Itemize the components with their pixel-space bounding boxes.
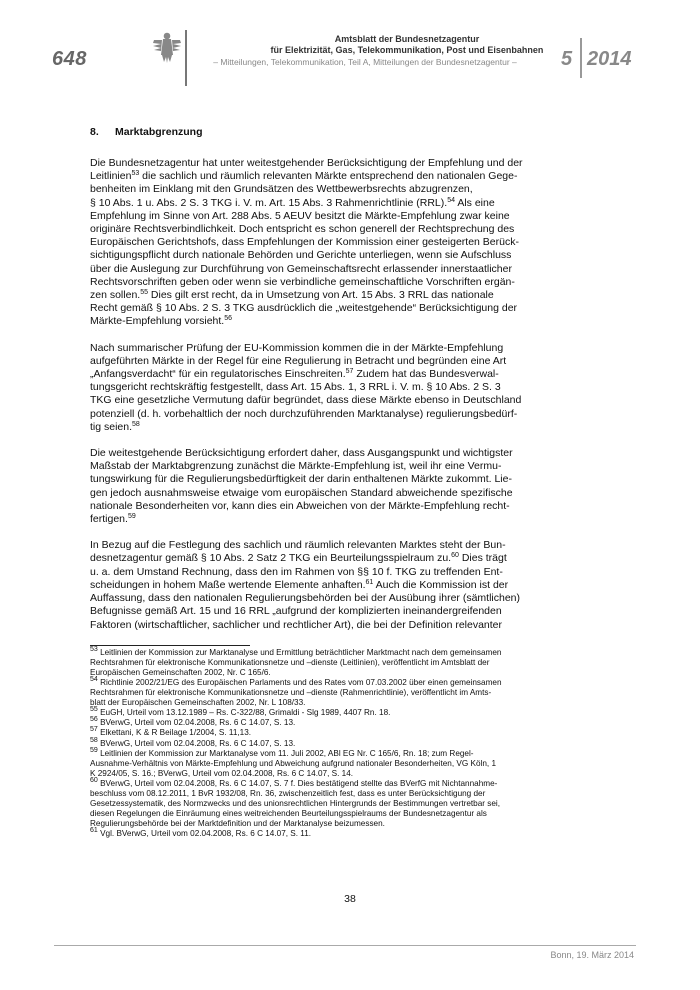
footnote-ref: 55	[140, 289, 148, 297]
paragraph-line: originäre Rechtsverbindlichkeit. Doch entspricht es schon generell der Rechtsprechung des	[90, 223, 515, 236]
footnote	[90, 829, 590, 839]
paragraph-line: u. a. dem Umstand Rechnung, dass den im Rahmen von §§ 10 f. TKG zu treffenden Ent-	[90, 565, 503, 578]
issue-year: 2014	[587, 48, 632, 70]
paragraph-line: Auffassung, dass den nationalen Regulierungsbehörden bei der Ausübung ihrer (sämtlichen)	[90, 592, 521, 605]
footnote	[90, 736, 590, 749]
body-text	[90, 157, 590, 632]
paragraph-line: § 10 Abs. 1 u. Abs. 2 S. 3 TKG i. V. m. Art. 15 Abs. 3 Rahmenrichtlinie (RRL).$^{54}$ Als eine	[90, 196, 495, 209]
footer-date: Bonn, 19. März 2014	[550, 950, 634, 960]
paragraph-line: Faktoren (wirtschaftlicher, sachlicher und rechtlicher Art), die bei der Definition relevanter	[90, 618, 503, 631]
paragraph	[90, 539, 590, 631]
paragraph-line: TKG eine gesetzliche Vermutung dafür begründet, dass diese Märkte ebenso in Deutschland	[90, 394, 522, 407]
footnote-line: Regulierungsbehörde bei der Marktdefinition und der Marktanalyse beizumessen.	[90, 819, 385, 829]
footnote-line: $^{60}$ BVerwG, Urteil vom 02.04.2008, Rs. 6 C 14.07, S. 7 f. Dies bestätigend stellte das BVerfG mit Nichtannahme-	[90, 776, 498, 788]
section-title: Marktabgrenzung	[115, 126, 203, 138]
footnote-line: K 2924/05, S. 16.; BVerwG, Urteil vom 02.04.2008, Rs. 6 C 14.07, S. 14.	[90, 768, 354, 778]
paragraph-line: Recht gemäß § 10 Abs. 2 S. 3 TKG ausdrücklich die „weitestgehende“ Berücksichtigung der	[90, 302, 518, 315]
footnote	[90, 746, 590, 779]
footnote-ref: 61	[90, 827, 98, 835]
footnote	[90, 708, 590, 718]
publication-title-line-1: Amtsblatt der Bundesnetzagentur	[334, 34, 480, 44]
footnote-line: $^{58}$ BVerwG, Urteil vom 02.04.2008, Rs. 6 C 14.07, S. 13.	[90, 736, 296, 748]
paragraph-line: zen sollen.$^{55}$ Dies gilt erst recht, da in Umsetzung von Art. 15 Abs. 3 RRL das nationale	[90, 289, 494, 302]
section-number: 8.	[90, 126, 99, 138]
section-heading	[90, 126, 590, 138]
paragraph-line: über die Auslegung zur Durchführung von Gemeinschaftsrecht erlassender innerstaatlicher	[90, 262, 512, 275]
paragraph-line: scheidungen in hohem Maße wertende Elemente anhaften.$^{61}$ Auch die Kommission ist der	[90, 578, 509, 591]
footnote-ref: 56	[90, 716, 98, 724]
footnote-line: diesen Regelungen die Einräumung eines weitreichenden Beurteilungsspielraums der Bundesnetzagentur als	[90, 809, 487, 819]
footnote-line: Gesetzessystematik, des Normzwecks und des unionsrechtlichen Hintergrunds der Bestimmungen vertretbar sei,	[90, 799, 501, 809]
paragraph	[90, 342, 590, 434]
paragraph-line: Europäischen Gerichtshofs, dass Empfehlungen der Kommission einer gesteigerten Berück-	[90, 236, 519, 249]
footnote-separator	[90, 645, 250, 646]
paragraph	[90, 157, 590, 329]
paragraph-line: Nach summarischer Prüfung der EU-Kommission kommen die in der Märkte-Empfehlung	[90, 341, 504, 354]
footnote-line: blatt der Europäischen Gemeinschaften 2002, Nr. L 108/33.	[90, 698, 306, 708]
publication-subtitle: – Mitteilungen, Telekommunikation, Teil A, Mitteilungen der Bundesnetzagentur –	[213, 57, 517, 67]
footnote-ref: 61	[365, 578, 374, 586]
main-content	[90, 126, 590, 839]
paragraph-line: Empfehlung im Sinne von Art. 288 Abs. 5 AEUV besitzt die Märkte-Empfehlung zwar keine	[90, 209, 510, 222]
footnote-line: beschluss vom 08.12.2011, 1 BvR 1932/08, Rn. 36, zwischenzeitlich fest, dass es unter Berücksichtigung der	[90, 789, 486, 799]
paragraph-line: sichtigungspflicht durch nationale Behörden und Gerichte unterliegen, wenn sie Aufschluss	[90, 249, 512, 262]
paragraph-line: Leitlinien$^{53}$ die sachlich und räumlich relevanten Märkte entsprechend den nationalen Gege-	[90, 170, 518, 183]
footnote-ref: 53	[90, 645, 98, 653]
paragraph-line: fertigen.$^{59}$	[90, 513, 136, 526]
footnote-line: Rechtsrahmen für elektronische Kommunikationsnetze und –dienste (Leitlinien), veröffentlicht im Amtsblatt der	[90, 657, 490, 667]
footnote-ref: 54	[447, 196, 455, 204]
federal-eagle-icon	[150, 30, 184, 66]
footnote	[90, 675, 590, 708]
publication-title-line-2: für Elektrizität, Gas, Telekommunikation, Post und Eisenbahnen	[270, 45, 544, 55]
footnote-ref: 57	[345, 368, 354, 376]
paragraph-line: tungswirkung für die Regulierungsbedürftigkeit der darin enthaltenen Märkte zukommt. Lie-	[90, 473, 512, 486]
paragraph-line: benheiten im Einklang mit den Grundsätzen des Wettbewerbsrechts abzugrenzen,	[90, 183, 473, 196]
paragraph-line: desnetzagentur gemäß § 10 Abs. 2 Satz 2 TKG ein Beurteilungsspielraum zu.$^{60}$ Dies trägt	[90, 552, 507, 565]
footnote-line: Rechtsrahmen für elektronische Kommunikationsnetze und –dienste (Rahmenrichtlinie), veröffentlicht im Amts-	[90, 688, 492, 698]
footnote-ref: 55	[90, 706, 98, 714]
paragraph-line: Befugnisse gemäß Art. 15 und 16 RRL „aufgrund der komplizierten ineinandergreifenden	[90, 605, 502, 618]
paragraph-line: aufgeführten Märkte in der Regel für eine Regulierung in Betracht und begründen eine Art	[90, 354, 507, 367]
footnote-ref: 59	[127, 513, 136, 521]
footnote-ref: 60	[451, 552, 459, 560]
footnote-line: $^{57}$ Elkettani, K & R Beilage 1/2004, S. 11,13.	[90, 726, 252, 738]
paragraph-line: Märkte-Empfehlung vorsieht.$^{56}$	[90, 315, 233, 328]
footnote-line: Ausnahme-Verhältnis von Märkte-Empfehlung und Abweichung aufgrund nationaler Besonderheiten, VG Köln, 1	[90, 758, 496, 768]
paragraph-line: Die Bundesnetzagentur hat unter weitestgehender Berücksichtigung der Empfehlung und der	[90, 157, 523, 169]
footnote-line: $^{61}$ Vgl. BVerwG, Urteil vom 02.04.2008, Rs. 6 C 14.07, S. 11.	[90, 827, 312, 839]
footnote	[90, 776, 590, 829]
footnote-ref: 60	[90, 776, 98, 784]
footnote	[90, 645, 590, 678]
footnote-ref: 53	[131, 170, 140, 178]
footnote-line: $^{54}$ Richtlinie 2002/21/EG des Europäischen Parlaments und des Rates vom 07.03.2002 über einen gemeinsamen	[90, 675, 502, 687]
paragraph-line: tungsgericht rechtskräftig festgestellt, dass Art. 15 Abs. 1, 3 RRL i. V. m. § 10 Abs. 2 S. 3	[90, 381, 501, 394]
paragraph-line: „Anfangsverdacht“ für ein regulatorisches Einschreiten.$^{57}$ Zudem hat das Bundesverwal-	[90, 368, 499, 381]
footnote-ref: 56	[224, 315, 233, 323]
page-number: 648	[52, 48, 87, 70]
paragraph-line: Die weitestgehende Berücksichtigung erfordert daher, dass Ausgangspunkt und wichtigster	[90, 447, 513, 460]
footnote-line: Europäischen Gemeinschaften 2002, Nr. C 165/6.	[90, 667, 271, 677]
footnote	[90, 728, 590, 738]
footnote-ref: 54	[90, 675, 98, 683]
folio-number: 38	[344, 893, 356, 905]
paragraph-line: In Bezug auf die Festlegung des sachlich und räumlich relevanten Marktes steht der Bun-	[90, 539, 506, 552]
footnotes	[90, 645, 590, 840]
paragraph-line: Maßstab der Marktabgrenzung zunächst die Märkte-Empfehlung ist, weil ihr eine Vermu-	[90, 460, 502, 473]
footnote-line: $^{55}$ EuGH, Urteil vom 13.12.1989 – Rs. C-322/88, Grimaldi - Slg 1989, 4407 Rn. 18.	[90, 706, 391, 718]
footnote-ref: 58	[90, 736, 98, 744]
footnote	[90, 718, 590, 728]
paragraph-line: potenziell (d. h. vorbehaltlich der noch durchzuführenden Marktanalyse) regulierungsbedürf-	[90, 407, 518, 420]
footnote-ref: 59	[90, 746, 98, 754]
issue-divider	[580, 38, 582, 78]
footnote-ref: 57	[90, 726, 98, 734]
footnote-line: $^{56}$ BVerwG, Urteil vom 02.04.2008, Rs. 6 C 14.07, S. 13.	[90, 716, 296, 728]
paragraph-line: tig seien.$^{58}$	[90, 420, 140, 433]
paragraph-line: Rechtsvorschriften geben oder wenn sie verbindliche gemeinschaftliche Vorschriften ergän-	[90, 275, 515, 288]
paragraph	[90, 447, 590, 526]
footnote-line: $^{59}$ Leitlinien der Kommission zur Marktanalyse vom 11. Juli 2002, ABl EG Nr. C 165/6, Rn. 18; zum Regel-	[90, 746, 474, 758]
paragraph-line: nationale Besonderheiten vor, kann dies ein Abweichen von der Märkte-Empfehlung recht-	[90, 499, 510, 512]
footnote-line: $^{53}$ Leitlinien der Kommission zur Marktanalyse und Ermittlung beträchtlicher Marktmacht nach dem gemeinsamen	[90, 645, 502, 657]
issue-number: 5	[561, 48, 573, 70]
paragraph-line: gen jedoch ausnahmsweise etwaige vom europäischen Standard abweichende spezifische	[90, 486, 513, 499]
footer-rule	[54, 945, 636, 946]
footnote-ref: 58	[132, 420, 140, 428]
